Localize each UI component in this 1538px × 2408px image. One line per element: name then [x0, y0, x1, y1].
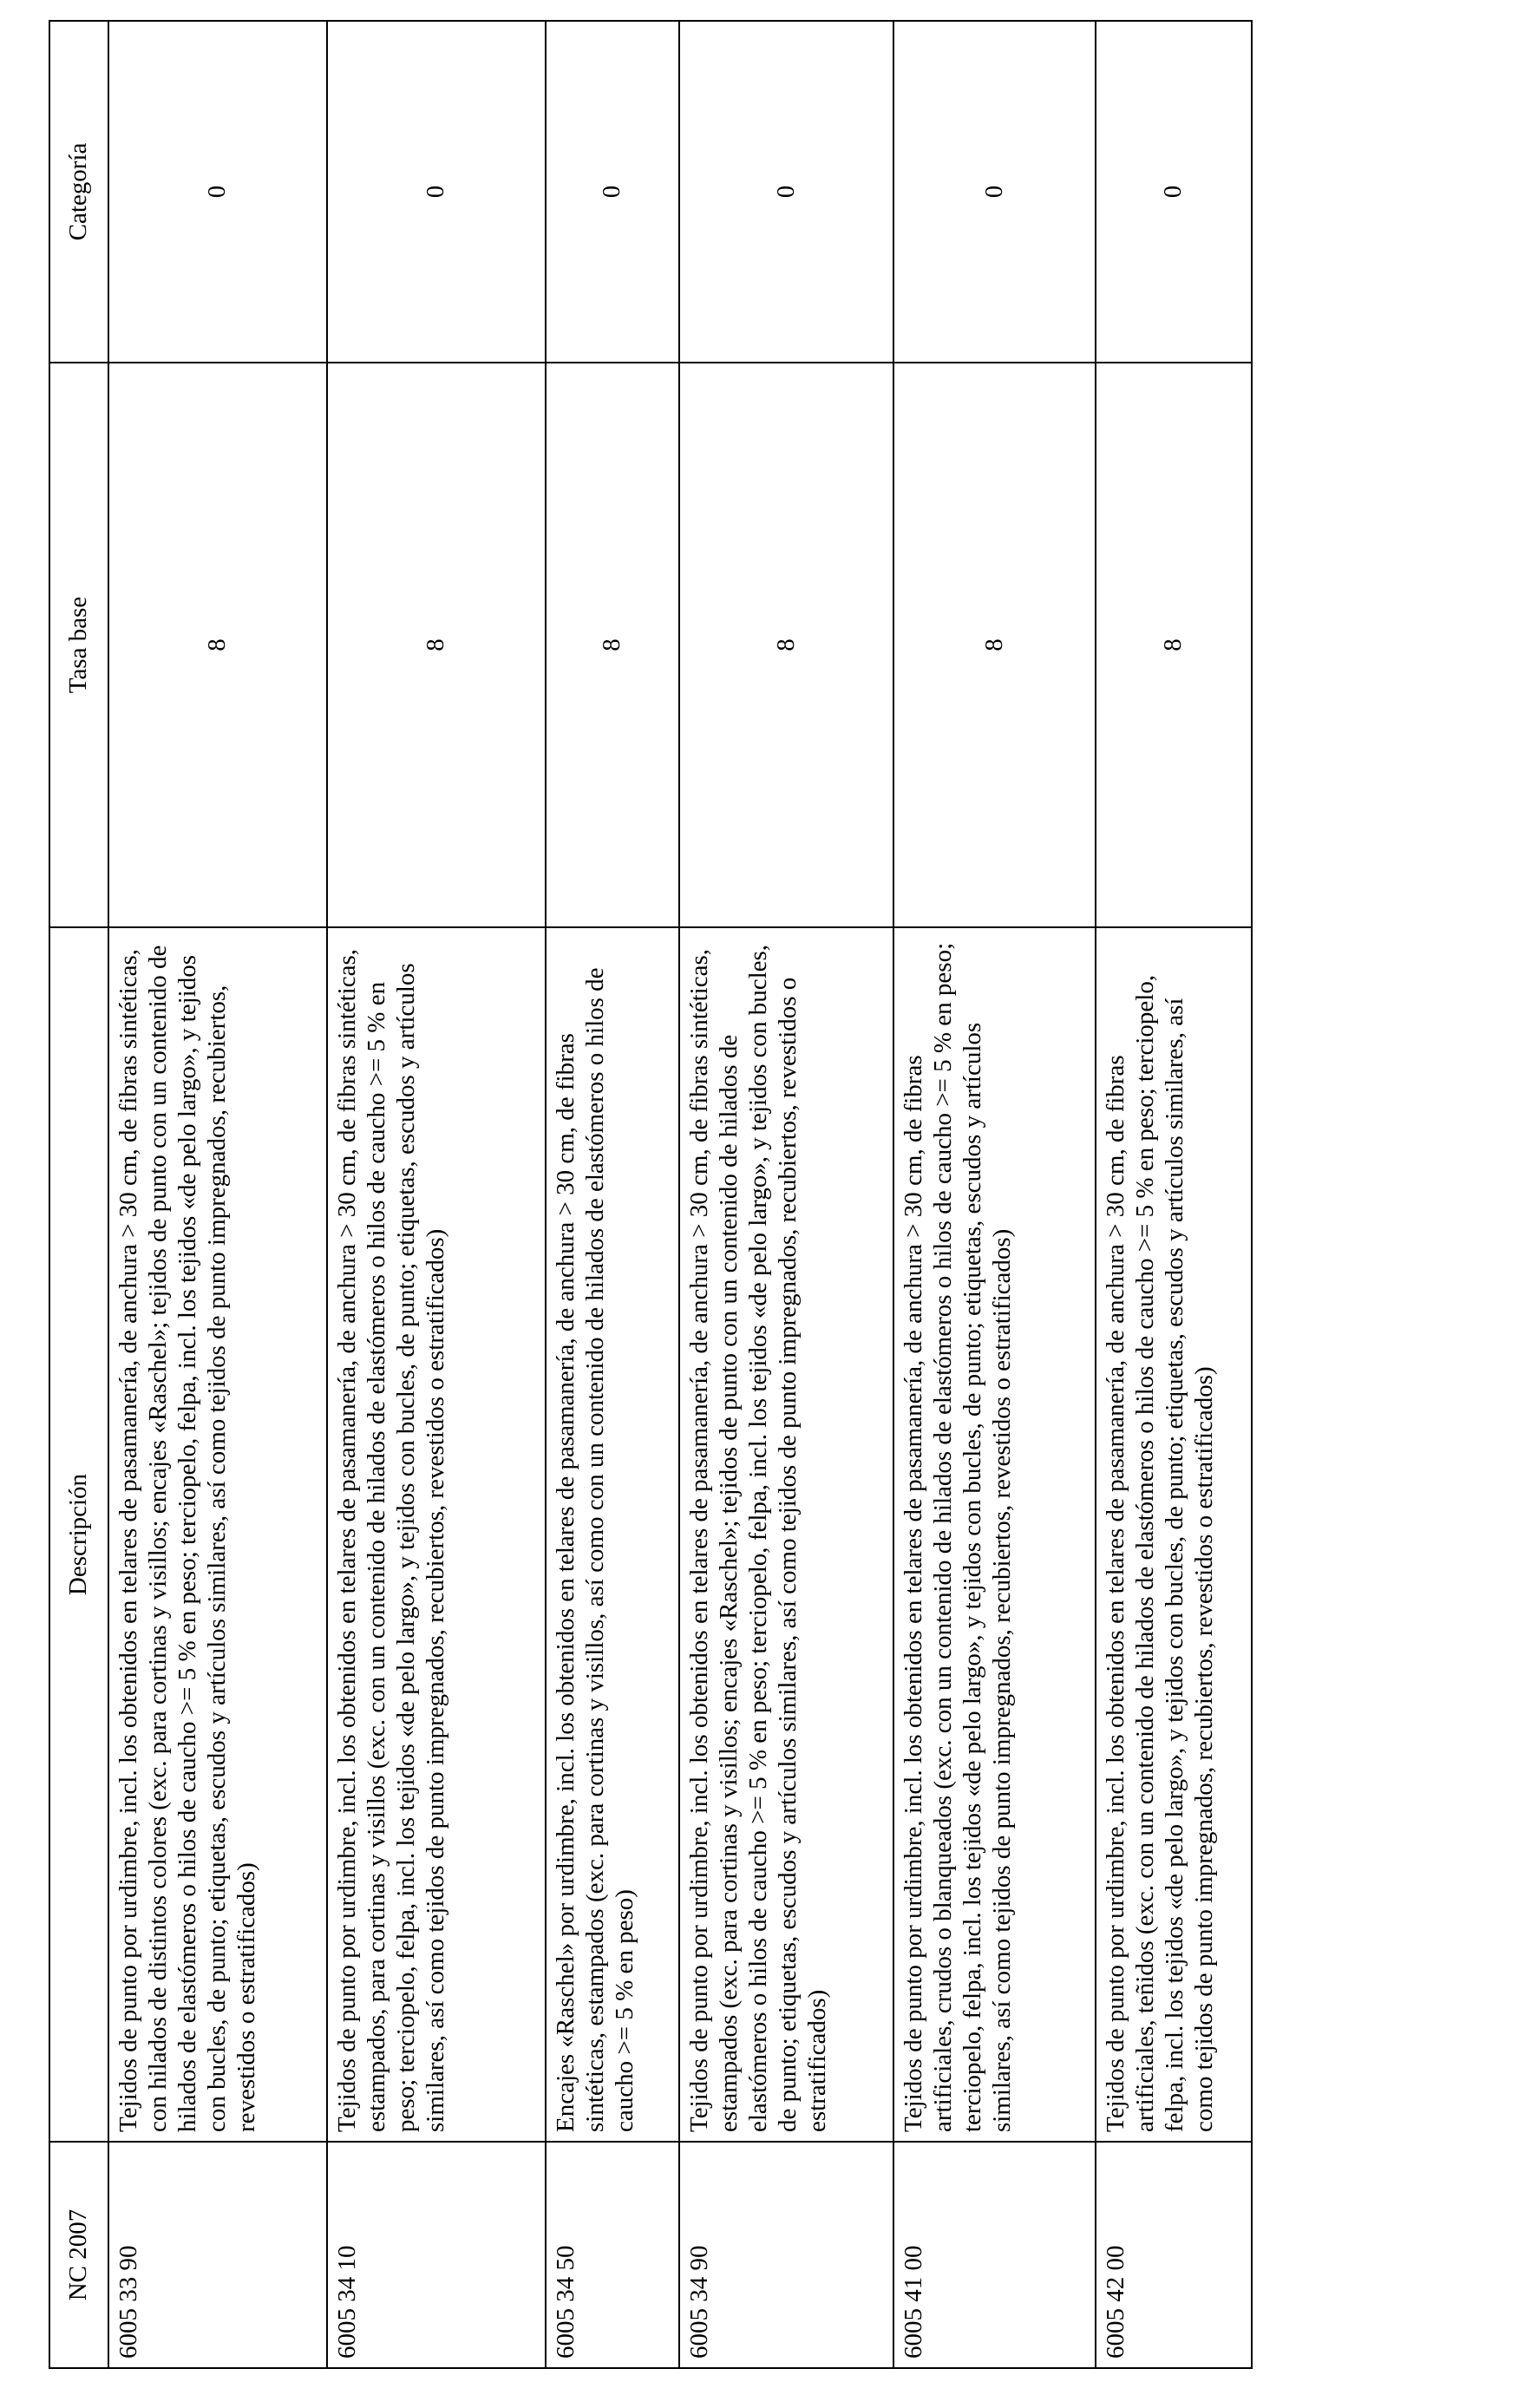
- cell-base-rate: 8: [327, 363, 546, 927]
- table-row: [108, 21, 327, 2368]
- cell-category: 0: [893, 21, 1096, 363]
- cell-base-rate: 8: [108, 363, 327, 927]
- table-row: [1096, 21, 1252, 2368]
- cell-category: 0: [546, 21, 679, 363]
- table-header: [49, 21, 108, 2368]
- cell-description: Encajes «Raschel» por urdimbre, incl. los obtenidos en telares de pasamanería, de anchura > 30 cm, de fibras sintéticas, estampados (exc. para cortinas y visillos, así como con un contenido de hilados de elastómeros o hilos de caucho >= 5 % en peso): [546, 927, 679, 2142]
- cell-description: Tejidos de punto por urdimbre, incl. los obtenidos en telares de pasamanería, de anchura > 30 cm, de fibras sintéticas, estampados (exc. para cortinas y visillos; encajes «Raschel»; tejidos de punto con un contenido de hilados de elastómeros o hilos de caucho >= 5 % en peso; terciopelo, felpa, incl. los tejidos «de pelo largo», y tejidos con bucles, de punto; etiquetas, escudos y artículos similares, así como tejidos de punto impregnados, recubiertos, revestidos o estratificados): [679, 927, 893, 2142]
- cell-code: 6005 34 50: [546, 2142, 679, 2368]
- cell-description: Tejidos de punto por urdimbre, incl. los obtenidos en telares de pasamanería, de anchura > 30 cm, de fibras sintéticas, con hilados de distintos colores (exc. para cortinas y visillos; encajes «Raschel»; tejidos de punto con un contenido de hilados de elastómeros o hilos de caucho >= 5 % en peso; terciopelo, felpa, incl. los tejidos «de pelo largo», y tejidos con bucles, de punto; etiquetas, escudos y artículos similares, así como tejidos de punto impregnados, recubiertos, revestidos o estratificados): [108, 927, 327, 2142]
- cell-category: 0: [1096, 21, 1252, 363]
- tariff-table-rotated: [49, 22, 1240, 2369]
- header-base-rate: Tasa base: [49, 363, 108, 927]
- header-code: NC 2007: [49, 2142, 108, 2368]
- table-row: [546, 21, 679, 2368]
- table-row: [893, 21, 1096, 2368]
- header-category: Categoría: [49, 21, 108, 363]
- table-row: [327, 21, 546, 2368]
- cell-base-rate: 8: [893, 363, 1096, 927]
- cell-category: 0: [327, 21, 546, 363]
- cell-base-rate: 8: [679, 363, 893, 927]
- tariff-table: [49, 20, 1253, 2369]
- cell-code: 6005 33 90: [108, 2142, 327, 2368]
- cell-code: 6005 41 00: [893, 2142, 1096, 2368]
- table-row: [679, 21, 893, 2368]
- header-description: Descripción: [49, 927, 108, 2142]
- table-body: [108, 21, 1252, 2368]
- cell-base-rate: 8: [1096, 363, 1252, 927]
- cell-category: 0: [679, 21, 893, 363]
- cell-description: Tejidos de punto por urdimbre, incl. los obtenidos en telares de pasamanería, de anchura > 30 cm, de fibras sintéticas, estampados, para cortinas y visillos (exc. con un contenido de hilados de elastómeros o hilos de caucho >= 5 % en peso; terciopelo, felpa, incl. los tejidos «de pelo largo», y tejidos con bucles, de punto; etiquetas, escudos y artículos similares, así como tejidos de punto impregnados, recubiertos, revestidos o estratificados): [327, 927, 546, 2142]
- cell-category: 0: [108, 21, 327, 363]
- cell-code: 6005 34 90: [679, 2142, 893, 2368]
- cell-base-rate: 8: [546, 363, 679, 927]
- cell-code: 6005 34 10: [327, 2142, 546, 2368]
- header-row: [49, 21, 108, 2368]
- cell-description: Tejidos de punto por urdimbre, incl. los obtenidos en telares de pasamanería, de anchura > 30 cm, de fibras artificiales, crudos o blanqueados (exc. con un contenido de hilados de elastómeros o hilos de caucho >= 5 % en peso; terciopelo, felpa, incl. los tejidos «de pelo largo», y tejidos con bucles, de punto; etiquetas, escudos y artículos similares, así como tejidos de punto impregnados, recubiertos, revestidos o estratificados): [893, 927, 1096, 2142]
- cell-code: 6005 42 00: [1096, 2142, 1252, 2368]
- cell-description: Tejidos de punto por urdimbre, incl. los obtenidos en telares de pasamanería, de anchura > 30 cm, de fibras artificiales, teñidos (exc. con un contenido de hilados de elastómeros o hilos de caucho >= 5 % en peso; terciopelo, felpa, incl. los tejidos «de pelo largo», y tejidos con bucles, de punto; etiquetas, escudos y artículos similares, así como tejidos de punto impregnados, recubiertos, revestidos o estratificados): [1096, 927, 1252, 2142]
